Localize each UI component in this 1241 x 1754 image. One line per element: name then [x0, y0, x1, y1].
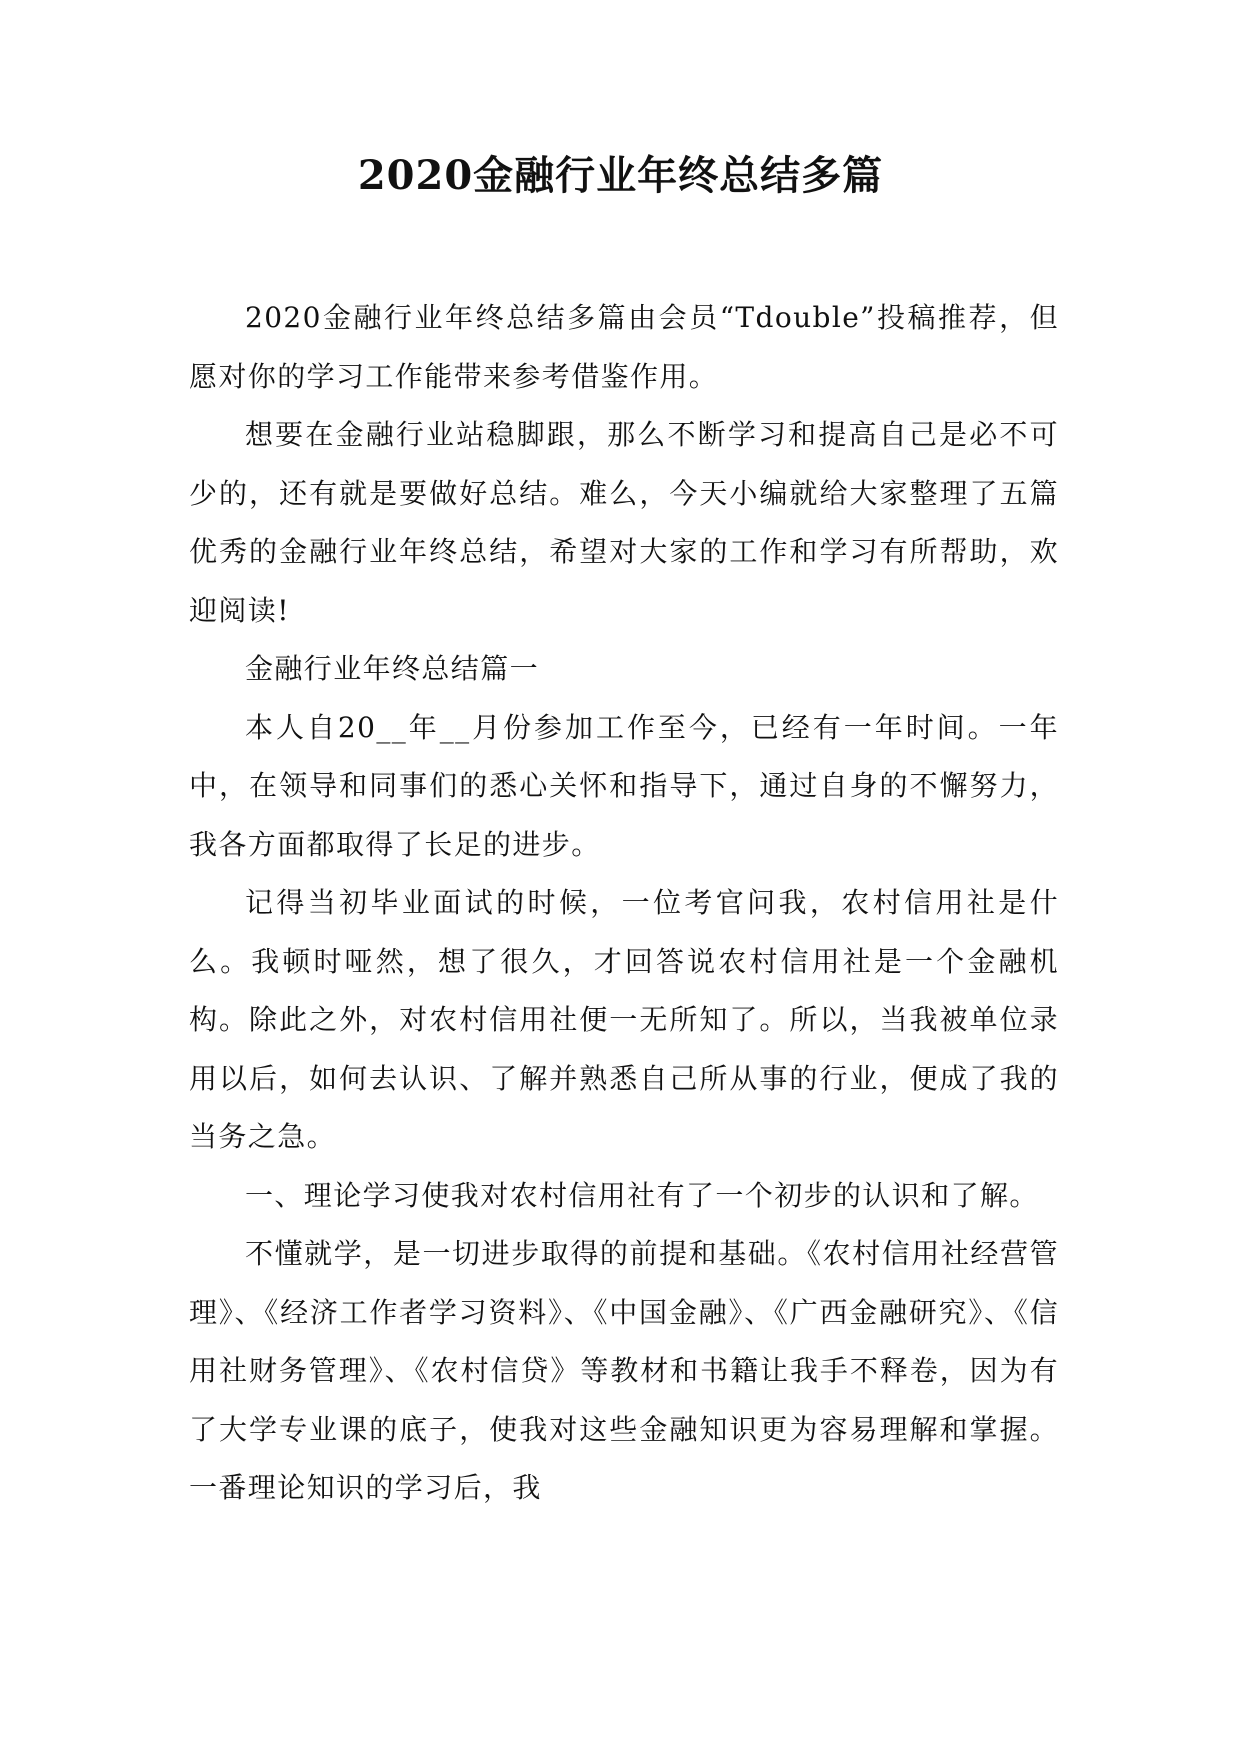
- document-title: 2020金融行业年终总结多篇: [357, 152, 884, 199]
- document-body: [189, 289, 1059, 1518]
- paragraph-interview: 记得当初毕业面试的时候，一位考官问我，农村信用社是什么。我顿时哑然，想了很久，才回答说农村信用社是一个金融机构。除此之外，对农村信用社便一无所知了。所以，当我被单位录用以后，如何去认识、了解并熟悉自己所从事的行业，便成了我的当务之急。: [189, 886, 1059, 1153]
- paragraph-study: 不懂就学，是一切进步取得的前提和基础。《农村信用社经营管理》、《经济工作者学习资料》、《中国金融》、《广西金融研究》、《信用社财务管理》、《农村信贷》等教材和书籍让我手不释卷，因为有了大学专业课的底子，使我对这些金融知识更为容易理解和掌握。一番理论知识的学习后，我: [189, 1237, 1059, 1504]
- section-heading: 金融行业年终总结篇一: [245, 652, 540, 685]
- subsection-heading: 一、理论学习使我对农村信用社有了一个初步的认识和了解。: [245, 1178, 1039, 1212]
- paragraph-preface: 想要在金融行业站稳脚跟，那么不断学习和提高自己是必不可少的，还有就是要做好总结。难么，今天小编就给大家整理了五篇优秀的金融行业年终总结，希望对大家的工作和学习有所帮助，欢迎阅读!: [189, 418, 1059, 627]
- paragraph-work-start: 本人自20__年__月份参加工作至今，已经有一年时间。一年中，在领导和同事们的悉心关怀和指导下，通过自身的不懈努力，我各方面都取得了长足的进步。: [189, 710, 1059, 861]
- paragraph-intro: 2020金融行业年终总结多篇由会员“Tdouble”投稿推荐，但愿对你的学习工作能带来参考借鉴作用。: [189, 301, 1059, 393]
